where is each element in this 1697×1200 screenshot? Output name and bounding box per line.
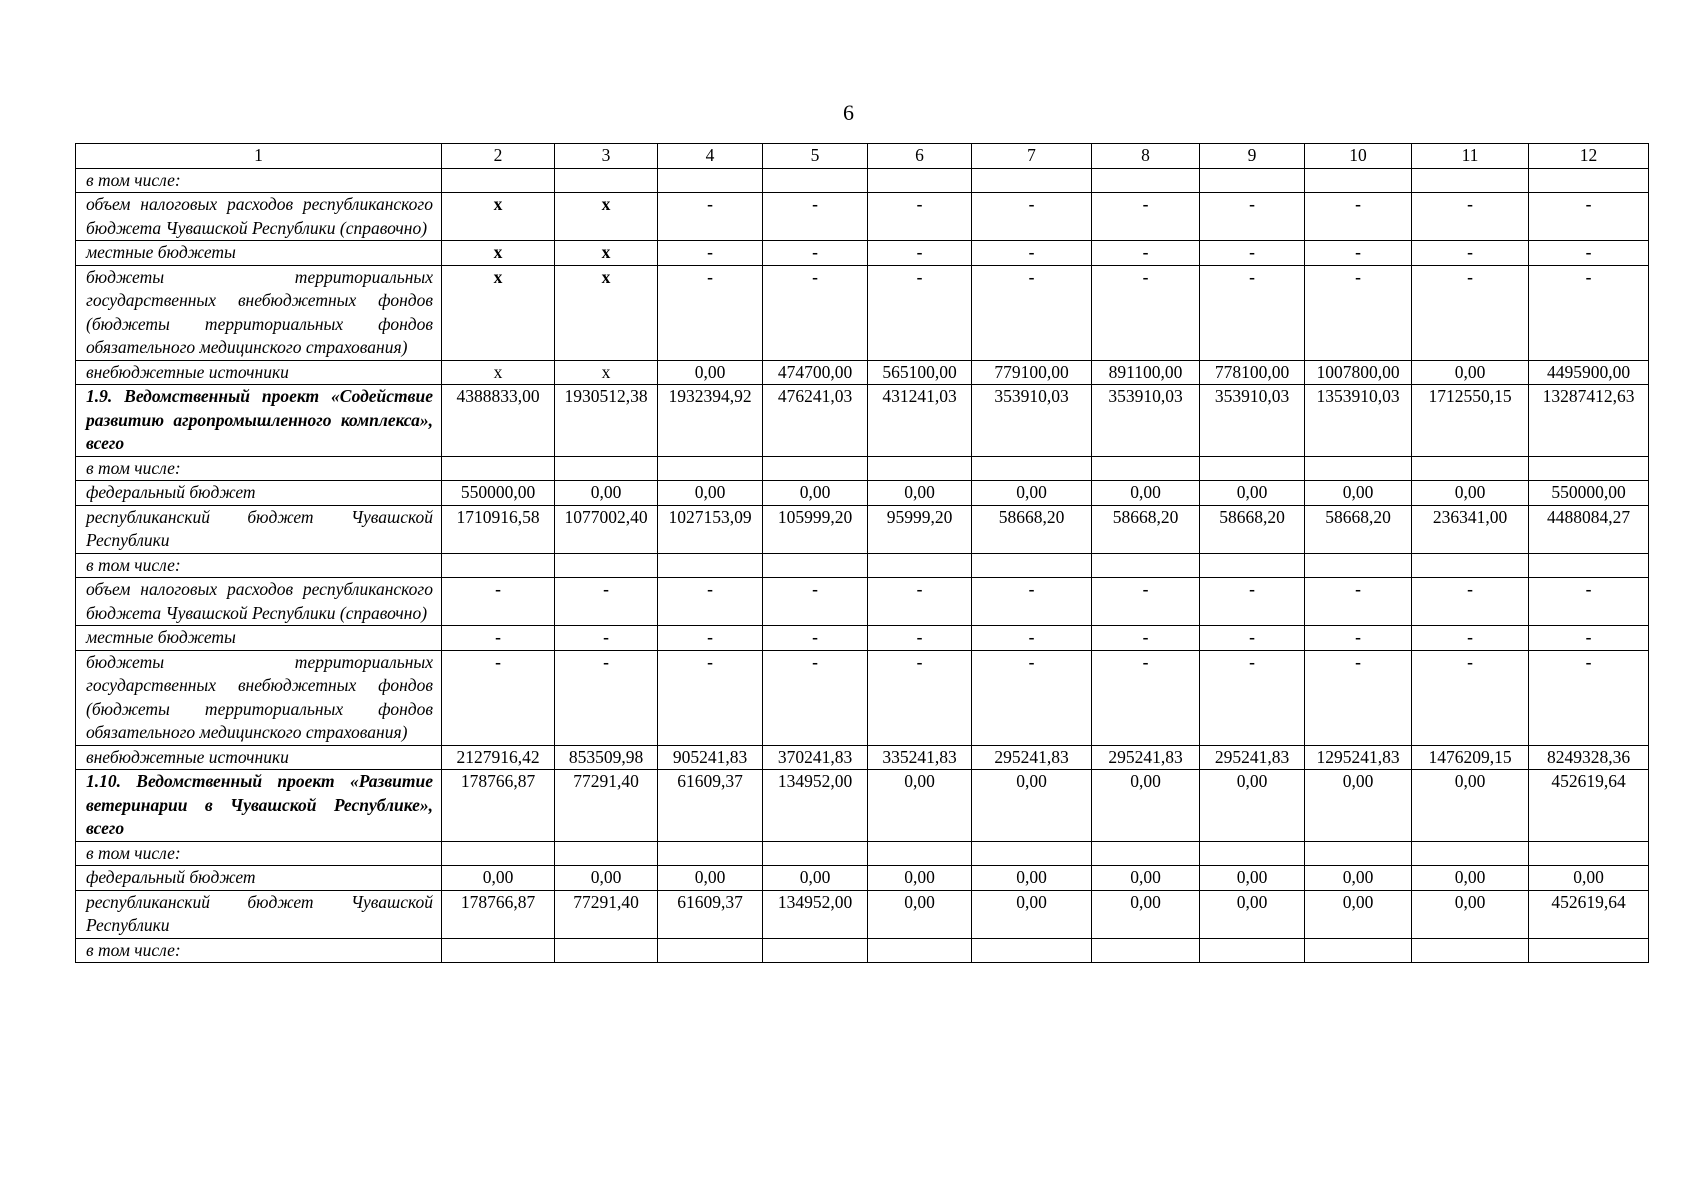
row-label: внебюджетные источники xyxy=(76,360,442,385)
table-cell xyxy=(1092,168,1200,193)
table-cell: 13287412,63 xyxy=(1529,385,1649,457)
table-cell xyxy=(1412,168,1529,193)
table-cell xyxy=(868,841,972,866)
row-label: республиканский бюджет Чувашской Республики xyxy=(76,890,442,938)
table-cell: х xyxy=(442,193,555,241)
table-cell: 61609,37 xyxy=(658,890,763,938)
table-cell xyxy=(658,456,763,481)
table-cell: - xyxy=(1412,578,1529,626)
table-cell: 452619,64 xyxy=(1529,890,1649,938)
table-cell xyxy=(1305,168,1412,193)
table-cell: 905241,83 xyxy=(658,745,763,770)
table-cell xyxy=(658,938,763,963)
table-cell: - xyxy=(1092,650,1200,745)
page-number: 6 xyxy=(843,100,854,125)
table-row xyxy=(76,866,1649,891)
table-cell: - xyxy=(1529,578,1649,626)
table-cell: 853509,98 xyxy=(555,745,658,770)
table-cell: 335241,83 xyxy=(868,745,972,770)
column-header: 2 xyxy=(442,144,555,169)
table-cell: - xyxy=(1305,241,1412,266)
table-cell: - xyxy=(1412,265,1529,360)
table-cell xyxy=(763,168,868,193)
table-body xyxy=(76,168,1649,963)
table-cell: 0,00 xyxy=(1200,770,1305,842)
table-cell xyxy=(555,456,658,481)
column-header: 9 xyxy=(1200,144,1305,169)
table-cell: - xyxy=(868,241,972,266)
table-cell: - xyxy=(658,265,763,360)
table-cell: 0,00 xyxy=(1412,360,1529,385)
table-cell: - xyxy=(1200,650,1305,745)
table-cell: 0,00 xyxy=(763,866,868,891)
table-cell xyxy=(1529,841,1649,866)
table-cell: 0,00 xyxy=(1305,890,1412,938)
table-cell xyxy=(1412,553,1529,578)
table-cell xyxy=(1529,168,1649,193)
table-cell: - xyxy=(972,241,1092,266)
table-cell: - xyxy=(763,193,868,241)
table-cell: 95999,20 xyxy=(868,505,972,553)
table-cell: - xyxy=(763,626,868,651)
table-cell: 779100,00 xyxy=(972,360,1092,385)
table-cell xyxy=(763,938,868,963)
table-cell: 58668,20 xyxy=(1305,505,1412,553)
table-cell: - xyxy=(1092,265,1200,360)
table-cell: 0,00 xyxy=(972,890,1092,938)
table-cell: - xyxy=(1412,193,1529,241)
table-cell: - xyxy=(1305,265,1412,360)
table-cell xyxy=(555,841,658,866)
row-label: местные бюджеты xyxy=(76,626,442,651)
table-cell xyxy=(1412,841,1529,866)
table-cell: 0,00 xyxy=(1092,770,1200,842)
table-cell: х xyxy=(555,265,658,360)
table-cell: 0,00 xyxy=(868,866,972,891)
column-header: 5 xyxy=(763,144,868,169)
table-cell: х xyxy=(442,241,555,266)
table-cell: 353910,03 xyxy=(1092,385,1200,457)
column-header: 4 xyxy=(658,144,763,169)
budget-table xyxy=(75,143,1649,963)
table-cell: 2127916,42 xyxy=(442,745,555,770)
table-cell xyxy=(1092,553,1200,578)
table-cell: 0,00 xyxy=(1092,481,1200,506)
table-row xyxy=(76,745,1649,770)
table-cell: - xyxy=(972,626,1092,651)
table-cell: - xyxy=(1200,265,1305,360)
table-cell xyxy=(1092,456,1200,481)
table-cell xyxy=(1200,938,1305,963)
row-label: в том числе: xyxy=(76,168,442,193)
table-row xyxy=(76,553,1649,578)
table-cell: 105999,20 xyxy=(763,505,868,553)
table-cell xyxy=(972,553,1092,578)
table-cell: 431241,03 xyxy=(868,385,972,457)
row-label: 1.10. Ведомственный проект «Развитие ветеринарии в Чувашской Республике», всего xyxy=(76,770,442,842)
column-header: 8 xyxy=(1092,144,1200,169)
table-cell: 61609,37 xyxy=(658,770,763,842)
table-cell: 1077002,40 xyxy=(555,505,658,553)
table-cell: 0,00 xyxy=(1092,890,1200,938)
table-cell: - xyxy=(555,626,658,651)
table-cell: - xyxy=(1092,578,1200,626)
table-cell: х xyxy=(442,265,555,360)
table-cell: - xyxy=(1412,650,1529,745)
table-cell: - xyxy=(658,193,763,241)
table-row xyxy=(76,360,1649,385)
table-cell xyxy=(1092,841,1200,866)
row-label: федеральный бюджет xyxy=(76,481,442,506)
table-cell: 4488084,27 xyxy=(1529,505,1649,553)
table-cell: 550000,00 xyxy=(1529,481,1649,506)
row-label: объем налоговых расходов республиканского бюджета Чувашской Республики (справочно) xyxy=(76,578,442,626)
column-header: 11 xyxy=(1412,144,1529,169)
table-cell xyxy=(658,168,763,193)
table-row xyxy=(76,168,1649,193)
table-cell xyxy=(1529,553,1649,578)
table-cell: 0,00 xyxy=(1412,890,1529,938)
table-cell: 0,00 xyxy=(1412,770,1529,842)
table-cell: 58668,20 xyxy=(1200,505,1305,553)
table-header-row xyxy=(76,144,1649,169)
table-cell: - xyxy=(1305,578,1412,626)
table-cell xyxy=(972,841,1092,866)
table-cell: 295241,83 xyxy=(1092,745,1200,770)
table-cell: - xyxy=(763,578,868,626)
table-cell xyxy=(763,456,868,481)
table-cell: 0,00 xyxy=(1529,866,1649,891)
row-label: местные бюджеты xyxy=(76,241,442,266)
column-header: 7 xyxy=(972,144,1092,169)
row-label: объем налоговых расходов республиканского бюджета Чувашской Республики (справочно) xyxy=(76,193,442,241)
table-cell: 58668,20 xyxy=(1092,505,1200,553)
table-cell: 0,00 xyxy=(555,866,658,891)
table-cell: 0,00 xyxy=(1412,866,1529,891)
table-cell: 4495900,00 xyxy=(1529,360,1649,385)
table-cell: 1476209,15 xyxy=(1412,745,1529,770)
table-cell xyxy=(763,841,868,866)
table-cell: 295241,83 xyxy=(972,745,1092,770)
table-cell: х xyxy=(555,241,658,266)
row-label: бюджеты территориальных государственных внебюджетных фондов (бюджеты территориальных фондов обязательного медицинского страхования) xyxy=(76,650,442,745)
table-cell xyxy=(1305,456,1412,481)
row-label: 1.9. Ведомственный проект «Содействие развитию агропромышленного комплекса», всего xyxy=(76,385,442,457)
table-cell: - xyxy=(1529,193,1649,241)
table-cell: х xyxy=(555,193,658,241)
table-cell: - xyxy=(1529,241,1649,266)
table-cell xyxy=(442,168,555,193)
table-cell: 565100,00 xyxy=(868,360,972,385)
table-cell xyxy=(868,553,972,578)
table-cell: 8249328,36 xyxy=(1529,745,1649,770)
row-label: федеральный бюджет xyxy=(76,866,442,891)
table-cell: 1295241,83 xyxy=(1305,745,1412,770)
table-cell xyxy=(1200,553,1305,578)
table-cell xyxy=(1305,553,1412,578)
table-row xyxy=(76,456,1649,481)
table-cell: - xyxy=(1092,193,1200,241)
table-cell: 370241,83 xyxy=(763,745,868,770)
column-header: 1 xyxy=(76,144,442,169)
table-cell: - xyxy=(868,193,972,241)
table-cell: 0,00 xyxy=(1092,866,1200,891)
table-cell: - xyxy=(442,578,555,626)
row-label: в том числе: xyxy=(76,553,442,578)
table-cell: 236341,00 xyxy=(1412,505,1529,553)
table-cell: 476241,03 xyxy=(763,385,868,457)
table-cell: - xyxy=(555,650,658,745)
table-cell xyxy=(1305,938,1412,963)
table-cell xyxy=(555,168,658,193)
table-cell: 0,00 xyxy=(1200,481,1305,506)
table-cell: 0,00 xyxy=(1305,770,1412,842)
table-cell xyxy=(442,553,555,578)
table-cell: 550000,00 xyxy=(442,481,555,506)
table-cell: - xyxy=(1305,626,1412,651)
table-cell: - xyxy=(972,193,1092,241)
table-cell: - xyxy=(1305,650,1412,745)
table-cell: - xyxy=(442,626,555,651)
table-row xyxy=(76,650,1649,745)
table-cell: 0,00 xyxy=(868,890,972,938)
table-row xyxy=(76,265,1649,360)
table-row xyxy=(76,938,1649,963)
row-label: в том числе: xyxy=(76,938,442,963)
table-cell: - xyxy=(1529,626,1649,651)
table-row xyxy=(76,241,1649,266)
table-cell xyxy=(658,553,763,578)
table-cell: - xyxy=(442,650,555,745)
table-cell: 0,00 xyxy=(868,770,972,842)
column-header: 6 xyxy=(868,144,972,169)
table-cell xyxy=(868,938,972,963)
table-cell xyxy=(442,841,555,866)
table-cell: - xyxy=(868,265,972,360)
table-cell xyxy=(868,456,972,481)
row-label: бюджеты территориальных государственных внебюджетных фондов (бюджеты территориальных фондов обязательного медицинского страхования) xyxy=(76,265,442,360)
table-row xyxy=(76,193,1649,241)
table-cell: 0,00 xyxy=(868,481,972,506)
table-cell xyxy=(658,841,763,866)
table-cell: 1027153,09 xyxy=(658,505,763,553)
table-cell xyxy=(763,553,868,578)
table-cell: - xyxy=(763,241,868,266)
table-cell xyxy=(442,456,555,481)
table-cell: 0,00 xyxy=(1412,481,1529,506)
table-row xyxy=(76,578,1649,626)
table-cell: 0,00 xyxy=(972,770,1092,842)
table-cell: 77291,40 xyxy=(555,770,658,842)
table-cell: - xyxy=(1200,578,1305,626)
table-cell xyxy=(868,168,972,193)
table-cell: 178766,87 xyxy=(442,770,555,842)
table-cell: 134952,00 xyxy=(763,770,868,842)
table-cell: - xyxy=(1200,241,1305,266)
table-cell: 1712550,15 xyxy=(1412,385,1529,457)
table-cell: - xyxy=(1092,626,1200,651)
table-row xyxy=(76,385,1649,457)
table-cell: х xyxy=(442,360,555,385)
table-cell xyxy=(555,938,658,963)
table-cell xyxy=(555,553,658,578)
table-row xyxy=(76,841,1649,866)
table-cell: - xyxy=(868,626,972,651)
column-header: 3 xyxy=(555,144,658,169)
table-cell xyxy=(1305,841,1412,866)
table-cell: х xyxy=(555,360,658,385)
table-cell: - xyxy=(555,578,658,626)
table-cell: 58668,20 xyxy=(972,505,1092,553)
table-row xyxy=(76,890,1649,938)
table-cell: - xyxy=(658,578,763,626)
table-cell xyxy=(972,938,1092,963)
table-cell xyxy=(1412,938,1529,963)
table-cell: - xyxy=(1529,650,1649,745)
table-cell xyxy=(1200,841,1305,866)
table-cell xyxy=(1412,456,1529,481)
table-cell: - xyxy=(1200,193,1305,241)
row-label: в том числе: xyxy=(76,841,442,866)
table-cell: - xyxy=(868,650,972,745)
table-cell: 0,00 xyxy=(658,481,763,506)
table-cell: 0,00 xyxy=(1200,890,1305,938)
column-header: 12 xyxy=(1529,144,1649,169)
table-cell: 0,00 xyxy=(658,360,763,385)
table-cell: 4388833,00 xyxy=(442,385,555,457)
table-cell xyxy=(1092,938,1200,963)
table-row xyxy=(76,626,1649,651)
table-cell: 0,00 xyxy=(442,866,555,891)
table-cell: 353910,03 xyxy=(1200,385,1305,457)
table-row xyxy=(76,505,1649,553)
table-cell: - xyxy=(1412,241,1529,266)
table-cell: 77291,40 xyxy=(555,890,658,938)
table-cell: 778100,00 xyxy=(1200,360,1305,385)
table-cell: - xyxy=(868,578,972,626)
table-cell xyxy=(1200,168,1305,193)
table-cell: 452619,64 xyxy=(1529,770,1649,842)
table-cell: - xyxy=(972,578,1092,626)
table-cell xyxy=(972,456,1092,481)
table-cell: - xyxy=(1305,193,1412,241)
table-cell: 0,00 xyxy=(1305,866,1412,891)
table-cell: 1930512,38 xyxy=(555,385,658,457)
table-cell xyxy=(972,168,1092,193)
table-cell: - xyxy=(658,241,763,266)
table-cell: 0,00 xyxy=(1200,866,1305,891)
table-cell: 0,00 xyxy=(763,481,868,506)
table-cell: 1710916,58 xyxy=(442,505,555,553)
table-row xyxy=(76,770,1649,842)
table-cell: 1007800,00 xyxy=(1305,360,1412,385)
table-cell: 0,00 xyxy=(972,481,1092,506)
table-cell: 1932394,92 xyxy=(658,385,763,457)
table-cell: - xyxy=(1412,626,1529,651)
table-cell: - xyxy=(1092,241,1200,266)
table-cell: 0,00 xyxy=(658,866,763,891)
table-cell: 0,00 xyxy=(972,866,1092,891)
table-cell xyxy=(442,938,555,963)
row-label: в том числе: xyxy=(76,456,442,481)
row-label: внебюджетные источники xyxy=(76,745,442,770)
table-cell: - xyxy=(658,650,763,745)
table-cell: 134952,00 xyxy=(763,890,868,938)
table-cell: - xyxy=(972,265,1092,360)
table-cell: - xyxy=(972,650,1092,745)
table-cell: 1353910,03 xyxy=(1305,385,1412,457)
table-cell xyxy=(1200,456,1305,481)
table-cell: - xyxy=(1200,626,1305,651)
table-cell: - xyxy=(1529,265,1649,360)
table-cell: 0,00 xyxy=(1305,481,1412,506)
row-label: республиканский бюджет Чувашской Республики xyxy=(76,505,442,553)
table-cell: - xyxy=(763,265,868,360)
table-cell: 353910,03 xyxy=(972,385,1092,457)
column-header: 10 xyxy=(1305,144,1412,169)
table-cell: - xyxy=(763,650,868,745)
table-cell: 0,00 xyxy=(555,481,658,506)
table-cell: 178766,87 xyxy=(442,890,555,938)
table-cell xyxy=(1529,938,1649,963)
table-cell: 474700,00 xyxy=(763,360,868,385)
table-cell: 295241,83 xyxy=(1200,745,1305,770)
table-cell xyxy=(1529,456,1649,481)
table-cell: 891100,00 xyxy=(1092,360,1200,385)
table-row xyxy=(76,481,1649,506)
table-cell: - xyxy=(658,626,763,651)
